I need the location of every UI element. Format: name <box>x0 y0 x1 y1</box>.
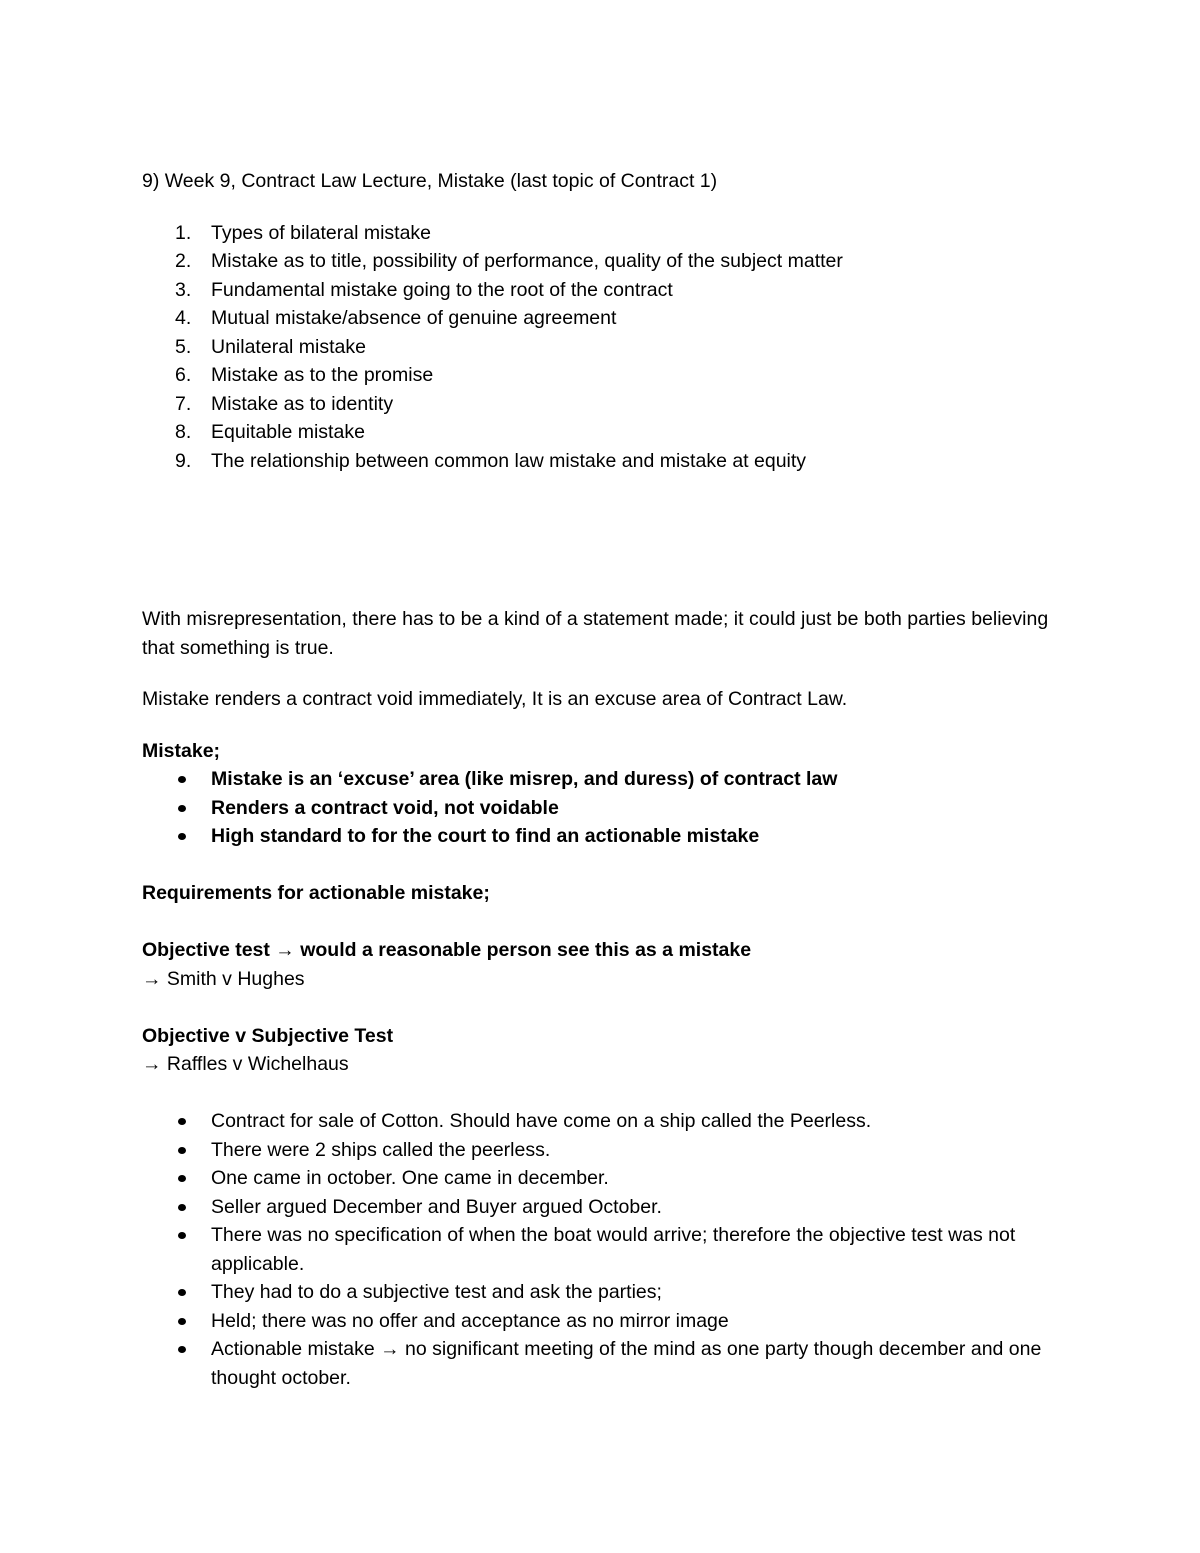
bullet-item <box>211 1278 1062 1307</box>
bullet-text: Contract for sale of Cotton. Should have come on a ship called the Peerless. <box>211 1110 872 1132</box>
topic-item: Types of bilateral mistake <box>211 221 432 244</box>
bullet-text: One came in october. One came in december. <box>211 1167 609 1189</box>
bullet-dot-icon <box>178 1289 186 1296</box>
bullet-dot-icon <box>178 1204 186 1211</box>
bullet-text: High standard to for the court to find an actionable mistake <box>211 825 760 847</box>
mistake-section-title: Mistake; <box>142 739 221 762</box>
topic-item: Fundamental mistake going to the root of the contract <box>211 278 673 301</box>
bullet-item <box>211 794 1062 823</box>
spacer <box>142 714 1062 737</box>
bullet-text: Actionable mistake → no significant meeting of the mind as one party though december and one thought october. <box>211 1338 1042 1389</box>
spacer <box>142 908 1062 937</box>
objective-subjective-case: → Raffles v Wichelhaus <box>142 1053 349 1075</box>
objective-subjective-title: Objective v Subjective Test <box>142 1024 394 1047</box>
topic-item: Mutual mistake/absence of genuine agreement <box>211 307 617 329</box>
bullet-dot-icon <box>178 1147 186 1154</box>
void-paragraph: Mistake renders a contract void immediately, It is an excuse area of Contract Law. <box>142 688 848 710</box>
bullet-dot-icon <box>178 1346 186 1353</box>
topics-list <box>142 219 1062 476</box>
misrep-paragraph: With misrepresentation, there has to be a kind of a statement made; it could just be both parties believing that something is true. <box>142 608 1049 659</box>
bullet-item <box>211 1107 1062 1136</box>
bullet-item <box>211 1193 1062 1222</box>
raffles-bullets <box>142 1107 1062 1392</box>
bullet-text: Held; there was no offer and acceptance as no mirror image <box>211 1309 729 1332</box>
bullet-text: Seller argued December and Buyer argued October. <box>211 1195 662 1218</box>
mistake-bullets <box>142 765 1062 851</box>
bullet-item <box>211 1136 1062 1165</box>
topic-item: Unilateral mistake <box>211 335 366 358</box>
bullet-dot-icon <box>178 1318 186 1325</box>
bullet-text: There was no specification of when the boat would arrive; therefore the objective test was not applicable. <box>211 1224 1016 1275</box>
topic-item: Mistake as to title, possibility of performance, quality of the subject matter <box>211 250 843 272</box>
spacer <box>142 1079 1062 1108</box>
requirements-title: Requirements for actionable mistake; <box>142 882 490 904</box>
objective-test-title: Objective test → would a reasonable person see this as a mistake <box>142 939 752 961</box>
topic-item: Equitable mistake <box>211 421 365 443</box>
bullet-dot-icon <box>178 805 186 812</box>
spacer <box>142 993 1062 1022</box>
bullet-dot-icon <box>178 1118 186 1125</box>
bullet-item <box>211 1307 1062 1336</box>
bullet-item <box>211 822 1062 851</box>
spacer <box>142 475 1062 605</box>
bullet-item <box>211 1335 1062 1392</box>
spacer <box>142 851 1062 880</box>
topic-item: Mistake as to the promise <box>211 364 434 386</box>
bullet-text: They had to do a subjective test and ask the parties; <box>211 1281 662 1303</box>
bullet-text: Renders a contract void, not voidable <box>211 796 559 819</box>
bullet-text: There were 2 ships called the peerless. <box>211 1138 551 1161</box>
bullet-dot-icon <box>178 776 186 783</box>
bullet-item <box>211 1221 1062 1278</box>
bullet-text: Mistake is an ‘excuse’ area (like misrep, and duress) of contract law <box>211 768 838 790</box>
topic-item: The relationship between common law mistake and mistake at equity <box>211 449 807 472</box>
spacer <box>142 662 1062 685</box>
bullet-dot-icon <box>178 833 186 840</box>
bullet-dot-icon <box>178 1175 186 1182</box>
objective-test-case: → Smith v Hughes <box>142 967 305 990</box>
lecture-heading: 9) Week 9, Contract Law Lecture, Mistake (last topic of Contract 1) <box>142 170 718 192</box>
bullet-item <box>211 765 1062 794</box>
topic-item: Mistake as to identity <box>211 392 394 415</box>
bullet-item <box>211 1164 1062 1193</box>
bullet-dot-icon <box>178 1232 186 1239</box>
document-page <box>142 167 1062 1392</box>
